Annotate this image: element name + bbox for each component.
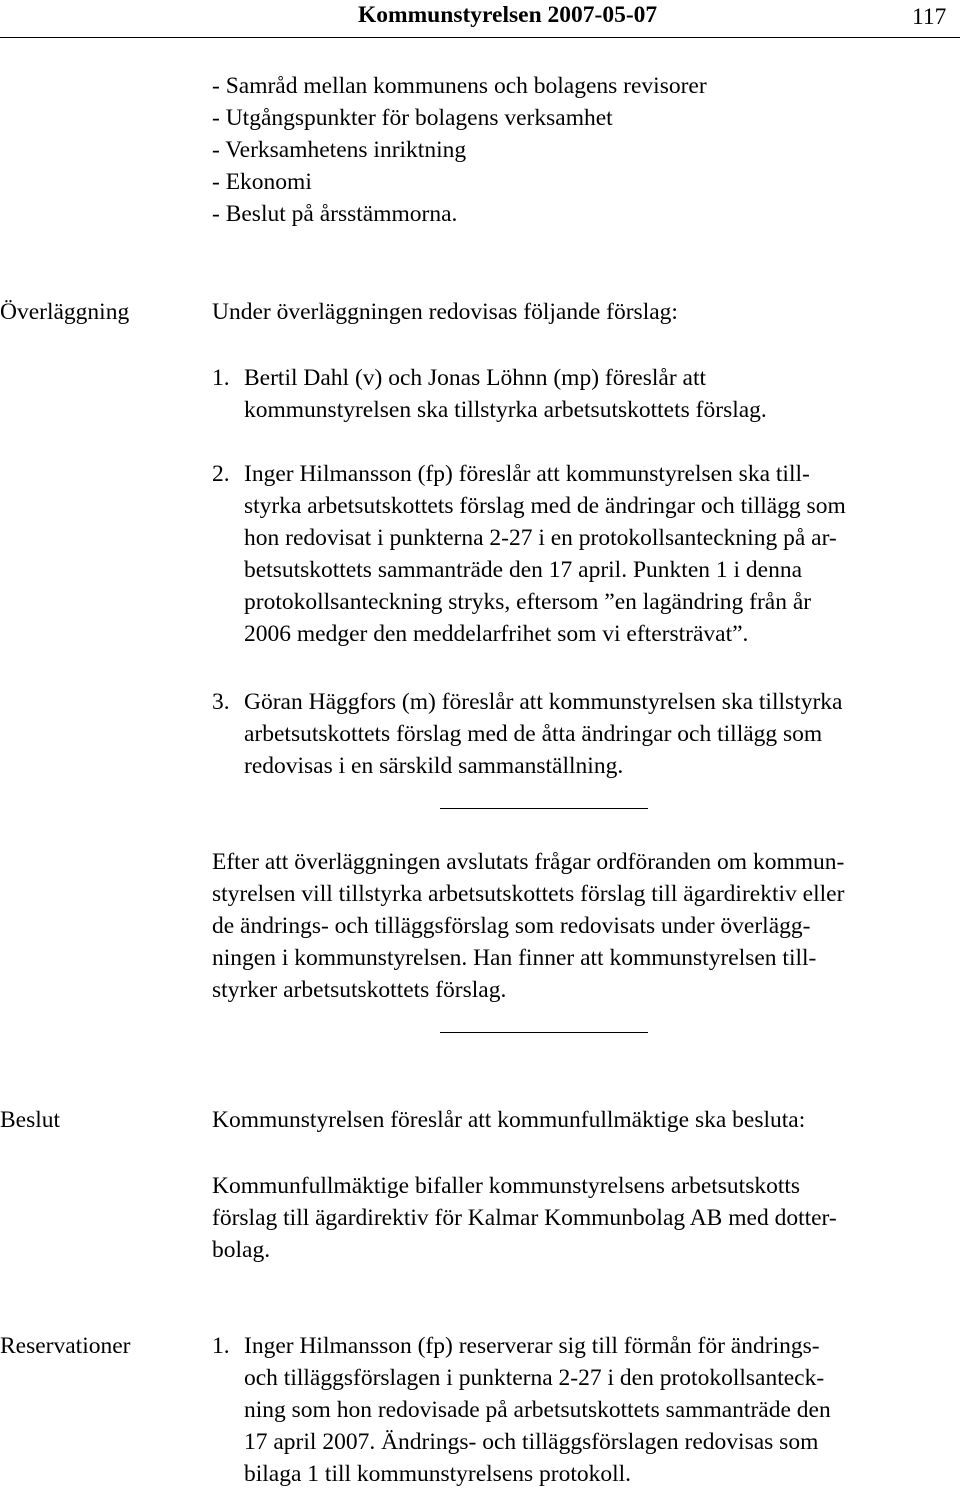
text-line: Göran Häggfors (m) föreslår att kommunstyrelsen ska tillstyrka <box>244 689 843 715</box>
item-text <box>244 686 842 782</box>
section-label-beslut: Beslut <box>0 1107 61 1133</box>
text-line: Efter att överläggningen avslutats frågar ordföranden om kommun- <box>212 849 845 875</box>
text-line: bolag. <box>212 1237 271 1263</box>
text-line: Inger Hilmansson (fp) föreslår att kommunstyrelsen ska till- <box>244 461 810 487</box>
text-line: 17 april 2007. Ändrings- och tilläggsförslagen redovisas som <box>244 1429 819 1455</box>
list-item: - Utgångspunkter för bolagens verksamhet <box>212 105 613 131</box>
section-label-reservationer: Reservationer <box>0 1333 131 1359</box>
text-line: styrker arbetsutskottets förslag. <box>212 977 507 1003</box>
document-header-title: Kommunstyrelsen 2007-05-07 <box>358 2 658 28</box>
text-line: styrelsen vill tillstyrka arbetsutskottets förslag till ägardirektiv eller <box>212 881 845 907</box>
item-number: 1. <box>212 1333 230 1359</box>
item-text <box>244 458 846 650</box>
separator-line <box>440 1032 648 1033</box>
text-line: protokollsanteckning stryks, eftersom ”en lagändring från år <box>244 589 812 615</box>
text-line: och tilläggsförslagen i punkterna 2-27 i den protokollsanteck- <box>244 1365 825 1391</box>
text-line: bilaga 1 till kommunstyrelsens protokoll. <box>244 1461 632 1487</box>
text-line: betsutskottets sammanträde den 17 april. Punkten 1 i denna <box>244 557 803 583</box>
text-line: ningen i kommunstyrelsen. Han finner att kommunstyrelsen till- <box>212 945 817 971</box>
beslut-body <box>212 1170 837 1266</box>
item-number: 1. <box>212 365 230 391</box>
text-line: Kommunfullmäktige bifaller kommunstyrelsens arbetsutskotts <box>212 1173 801 1199</box>
overlaggning-lead: Under överläggningen redovisas följande förslag: <box>212 299 678 325</box>
item-text <box>244 1330 831 1490</box>
text-line: hon redovisat i punkterna 2-27 i en protokollsanteckning på ar- <box>244 525 837 551</box>
text-line: Bertil Dahl (v) och Jonas Löhnn (mp) föreslår att <box>244 365 707 391</box>
item-number: 2. <box>212 461 230 487</box>
beslut-lead: Kommunstyrelsen föreslår att kommunfullmäktige ska besluta: <box>212 1107 806 1133</box>
text-line: ning som hon redovisade på arbetsutskottets sammanträde den <box>244 1397 831 1423</box>
list-item: - Samråd mellan kommunens och bolagens revisorer <box>212 73 707 99</box>
text-line: redovisas i en särskild sammanställning. <box>244 753 624 779</box>
item-text <box>244 362 767 426</box>
text-line: kommunstyrelsen ska tillstyrka arbetsutskottets förslag. <box>244 397 767 423</box>
item-number: 3. <box>212 689 230 715</box>
text-line: förslag till ägardirektiv för Kalmar Kommunbolag AB med dotter- <box>212 1205 837 1231</box>
text-line: de ändrings- och tilläggsförslag som redovisats under överlägg- <box>212 913 811 939</box>
text-line: styrka arbetsutskottets förslag med de ändringar och tillägg som <box>244 493 846 519</box>
section-label-overlaggning: Överläggning <box>0 299 130 325</box>
text-line: 2006 medger den meddelarfrihet som vi eftersträvat”. <box>244 621 749 647</box>
list-item: - Ekonomi <box>212 169 312 195</box>
page-number: 117 <box>912 4 947 30</box>
text-line: Inger Hilmansson (fp) reserverar sig till förmån för ändrings- <box>244 1333 820 1359</box>
separator-line <box>440 808 648 809</box>
header-rule <box>0 37 960 38</box>
list-item: - Beslut på årsstämmorna. <box>212 201 458 227</box>
intro-bullet-list <box>212 70 707 230</box>
list-item: - Verksamhetens inriktning <box>212 137 467 163</box>
overlaggning-conclusion <box>212 846 844 1006</box>
text-line: arbetsutskottets förslag med de åtta ändringar och tillägg som <box>244 721 823 747</box>
